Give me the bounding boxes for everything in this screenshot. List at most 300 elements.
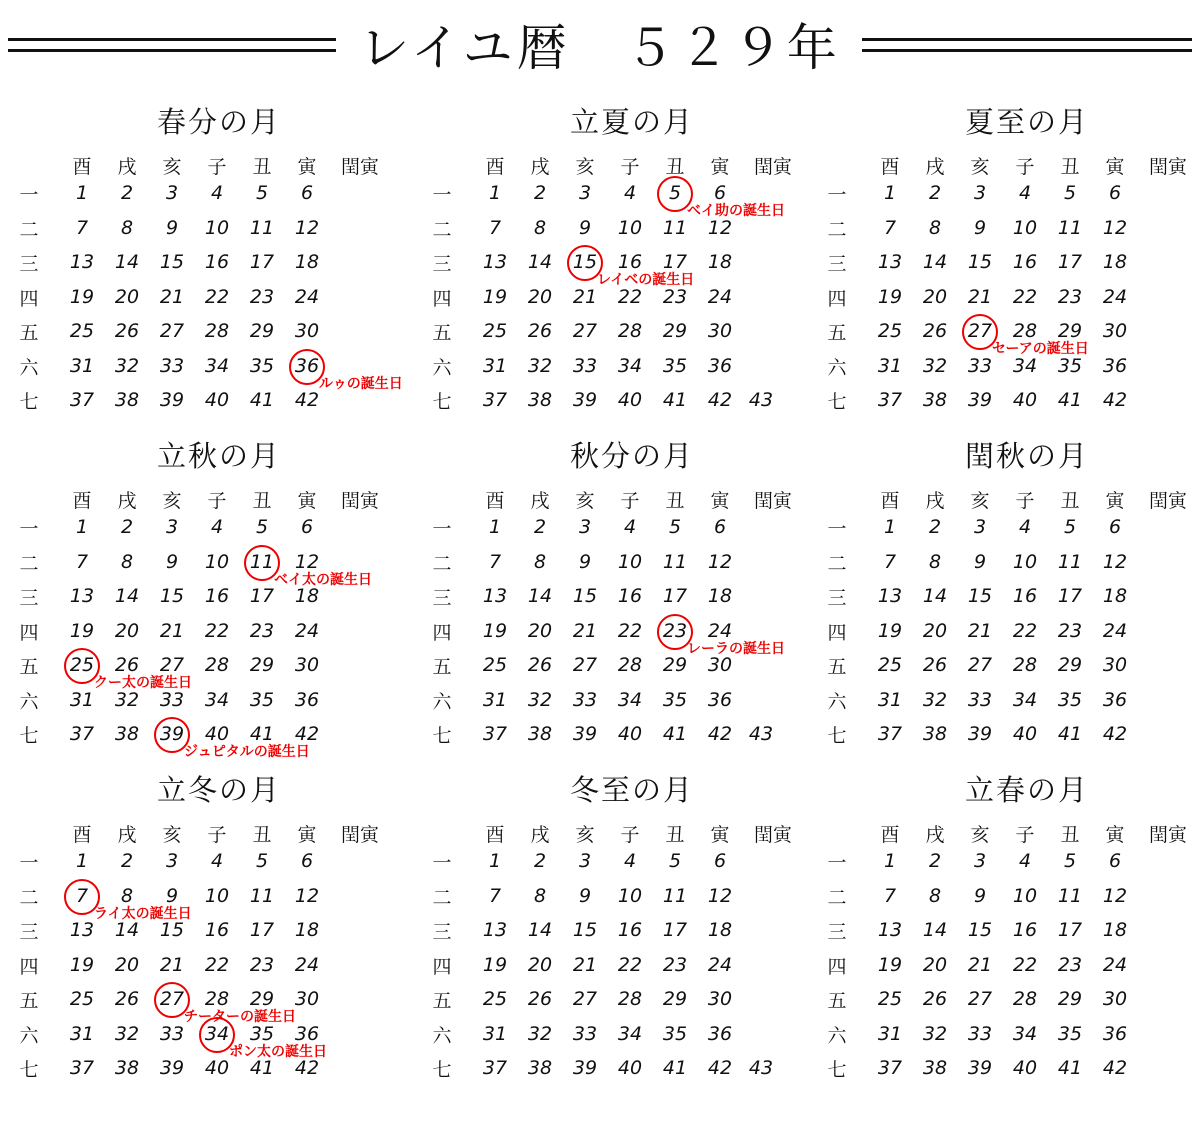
week-label: 六 xyxy=(432,690,452,713)
day-cell: 6 xyxy=(300,850,314,872)
weekday-header: 丑 xyxy=(252,156,272,178)
day-cell: 19 xyxy=(482,285,508,308)
day-cell: 13 xyxy=(877,251,903,273)
day-cell: 27 xyxy=(572,320,598,342)
week-label: 六 xyxy=(432,1024,452,1047)
day-cell: 30 xyxy=(707,654,733,676)
day-cell: 37 xyxy=(69,1057,95,1079)
day-cell: 31 xyxy=(877,354,903,377)
day-cell: 16 xyxy=(204,585,230,607)
day-cell: 29 xyxy=(1057,654,1083,676)
day-cell: 41 xyxy=(249,1057,275,1079)
day-cell: 11 xyxy=(662,216,688,239)
day-cell: 41 xyxy=(662,1057,688,1079)
week-label: 二 xyxy=(19,552,39,575)
weekday-header: 寅 xyxy=(297,490,317,512)
week-label: 六 xyxy=(827,690,847,713)
weekday-header: 寅 xyxy=(297,824,317,846)
day-cell: 1 xyxy=(883,516,897,538)
week-label: 六 xyxy=(19,690,39,713)
day-cell: 9 xyxy=(973,216,987,239)
weekday-header: 戌 xyxy=(530,156,550,178)
calendar-title: レイユ暦 ５２９年 xyxy=(359,19,841,77)
day-cell: 14 xyxy=(922,251,948,273)
day-cell: 10 xyxy=(1012,216,1038,239)
day-cell: 15 xyxy=(159,251,185,273)
day-cell: 32 xyxy=(922,688,948,711)
day-cell: 35 xyxy=(662,1022,688,1045)
day-cell: 27 xyxy=(572,654,598,676)
day-cell: 8 xyxy=(120,884,134,907)
day-cell: 41 xyxy=(1057,1057,1083,1079)
day-cell: 21 xyxy=(967,285,993,308)
day-cell: 36 xyxy=(294,1022,320,1045)
day-cell: 31 xyxy=(482,354,508,377)
day-cell: 22 xyxy=(617,285,643,308)
day-cell: 40 xyxy=(1012,389,1038,411)
day-cell: 6 xyxy=(1108,516,1122,538)
weekday-header: 閏寅 xyxy=(340,490,379,512)
day-cell: 27 xyxy=(967,654,993,676)
day-cell: 3 xyxy=(165,182,179,204)
weekday-header: 戌 xyxy=(925,156,945,178)
day-cell: 2 xyxy=(120,516,134,538)
day-cell: 41 xyxy=(249,389,275,411)
day-cell: 2 xyxy=(533,850,547,872)
day-cell: 28 xyxy=(617,320,643,342)
month-block xyxy=(427,100,807,430)
day-cell: 11 xyxy=(249,550,275,573)
day-cell: 2 xyxy=(533,182,547,204)
day-cell: 10 xyxy=(204,216,230,239)
week-label: 五 xyxy=(19,656,39,678)
day-cell: 38 xyxy=(114,389,140,411)
day-cell: 18 xyxy=(707,585,733,607)
weekday-header: 子 xyxy=(620,490,640,512)
day-cell: 3 xyxy=(165,516,179,538)
day-cell: 7 xyxy=(75,216,89,239)
day-cell: 33 xyxy=(572,1022,598,1045)
day-cell: 19 xyxy=(482,953,508,976)
day-cell: 39 xyxy=(572,723,598,745)
day-cell: 16 xyxy=(204,251,230,273)
week-label: 五 xyxy=(432,322,452,344)
calendar-header xyxy=(0,0,1200,90)
day-cell: 20 xyxy=(922,285,948,308)
day-cell: 27 xyxy=(159,320,185,342)
week-label: 三 xyxy=(432,587,452,609)
day-cell: 26 xyxy=(922,988,948,1010)
week-label: 七 xyxy=(19,1059,39,1081)
day-cell: 10 xyxy=(617,550,643,573)
day-cell: 26 xyxy=(114,320,140,342)
birthday-label: ポン太の誕生日 xyxy=(229,1043,327,1060)
day-cell: 16 xyxy=(1012,919,1038,941)
day-cell: 20 xyxy=(114,285,140,308)
day-cell: 21 xyxy=(572,619,598,642)
day-cell: 35 xyxy=(249,1022,275,1045)
weekday-header: 丑 xyxy=(1060,490,1080,512)
month-block xyxy=(14,100,403,430)
day-cell: 18 xyxy=(1102,585,1128,607)
day-cell: 21 xyxy=(159,953,185,976)
day-cell: 30 xyxy=(1102,988,1128,1010)
day-cell: 10 xyxy=(1012,550,1038,573)
day-cell: 6 xyxy=(1108,850,1122,872)
day-cell: 10 xyxy=(1012,884,1038,907)
day-cell: 25 xyxy=(877,988,903,1010)
month-title: 冬至の月 xyxy=(569,773,694,807)
day-cell: 22 xyxy=(204,619,230,642)
day-cell: 27 xyxy=(159,654,185,676)
day-cell: 28 xyxy=(1012,654,1038,676)
day-cell: 30 xyxy=(707,320,733,342)
day-cell: 13 xyxy=(69,251,95,273)
day-cell: 17 xyxy=(662,585,688,607)
month-block xyxy=(427,434,807,764)
day-cell: 28 xyxy=(204,988,230,1010)
week-label: 七 xyxy=(19,391,39,413)
day-cell: 23 xyxy=(249,953,275,976)
day-cell: 3 xyxy=(973,182,987,204)
day-cell: 28 xyxy=(617,988,643,1010)
week-label: 三 xyxy=(19,253,39,275)
day-cell: 37 xyxy=(69,389,95,411)
weekday-header: 戌 xyxy=(925,824,945,846)
weekday-header: 閏寅 xyxy=(753,490,792,512)
day-cell: 40 xyxy=(204,1057,230,1079)
day-cell: 26 xyxy=(922,654,948,676)
day-cell: 24 xyxy=(1102,285,1128,308)
day-cell: 32 xyxy=(114,354,140,377)
day-cell: 4 xyxy=(1018,182,1032,204)
day-cell: 34 xyxy=(617,354,643,377)
day-cell: 35 xyxy=(249,354,275,377)
weekday-header: 亥 xyxy=(970,156,990,178)
day-cell: 20 xyxy=(114,953,140,976)
day-cell: 29 xyxy=(249,320,275,342)
day-cell: 22 xyxy=(204,285,230,308)
week-label: 三 xyxy=(827,587,847,609)
weekday-header: 閏寅 xyxy=(340,824,379,846)
month-title: 立冬の月 xyxy=(156,773,281,807)
day-cell: 7 xyxy=(883,216,897,239)
day-cell: 39 xyxy=(572,1057,598,1079)
day-cell: 32 xyxy=(527,354,553,377)
week-label: 七 xyxy=(19,725,39,747)
day-cell: 43 xyxy=(748,1057,774,1079)
day-cell: 28 xyxy=(204,320,230,342)
week-label: 五 xyxy=(827,990,847,1012)
day-cell: 14 xyxy=(527,251,553,273)
day-cell: 13 xyxy=(482,251,508,273)
week-label: 二 xyxy=(432,552,452,575)
day-cell: 3 xyxy=(578,516,592,538)
day-cell: 14 xyxy=(527,585,553,607)
day-cell: 13 xyxy=(482,919,508,941)
weekday-header: 酉 xyxy=(485,490,505,512)
week-label: 三 xyxy=(432,253,452,275)
birthday-label: レイベの誕生日 xyxy=(597,272,695,288)
week-label: 二 xyxy=(19,886,39,909)
day-cell: 39 xyxy=(967,723,993,745)
day-cell: 11 xyxy=(662,550,688,573)
day-cell: 12 xyxy=(707,216,733,239)
day-cell: 2 xyxy=(120,182,134,204)
day-cell: 9 xyxy=(165,884,179,907)
day-cell: 17 xyxy=(249,585,275,607)
day-cell: 34 xyxy=(1012,354,1038,377)
day-cell: 42 xyxy=(1102,1057,1128,1079)
day-cell: 5 xyxy=(668,516,682,538)
week-label: 七 xyxy=(432,1059,452,1081)
day-cell: 8 xyxy=(928,216,942,239)
week-label: 五 xyxy=(19,990,39,1012)
day-cell: 38 xyxy=(922,389,948,411)
weekday-header: 酉 xyxy=(485,156,505,178)
day-cell: 29 xyxy=(662,988,688,1010)
day-cell: 3 xyxy=(973,516,987,538)
day-cell: 30 xyxy=(294,988,320,1010)
day-cell: 33 xyxy=(967,1022,993,1045)
day-cell: 25 xyxy=(482,654,508,676)
day-cell: 1 xyxy=(488,850,502,872)
day-cell: 18 xyxy=(1102,251,1128,273)
day-cell: 34 xyxy=(1012,1022,1038,1045)
day-cell: 26 xyxy=(114,654,140,676)
week-label: 七 xyxy=(827,1059,847,1081)
day-cell: 31 xyxy=(482,1022,508,1045)
day-cell: 10 xyxy=(204,884,230,907)
day-cell: 32 xyxy=(527,1022,553,1045)
day-cell: 9 xyxy=(973,884,987,907)
day-cell: 17 xyxy=(662,251,688,273)
day-cell: 32 xyxy=(922,1022,948,1045)
day-cell: 23 xyxy=(662,953,688,976)
day-cell: 12 xyxy=(1102,216,1128,239)
week-label: 四 xyxy=(19,955,39,978)
day-cell: 4 xyxy=(623,182,637,204)
day-cell: 14 xyxy=(114,251,140,273)
day-cell: 8 xyxy=(533,884,547,907)
day-cell: 17 xyxy=(1057,585,1083,607)
day-cell: 5 xyxy=(1063,850,1077,872)
day-cell: 19 xyxy=(877,953,903,976)
day-cell: 7 xyxy=(75,884,89,907)
day-cell: 21 xyxy=(159,285,185,308)
day-cell: 36 xyxy=(1102,1022,1128,1045)
day-cell: 2 xyxy=(928,516,942,538)
day-cell: 25 xyxy=(482,988,508,1010)
day-cell: 23 xyxy=(249,285,275,308)
day-cell: 19 xyxy=(877,619,903,642)
day-cell: 9 xyxy=(578,550,592,573)
weekday-header: 亥 xyxy=(970,490,990,512)
day-cell: 4 xyxy=(623,516,637,538)
month-title: 立秋の月 xyxy=(156,439,281,473)
week-label: 五 xyxy=(827,322,847,344)
day-cell: 42 xyxy=(707,389,733,411)
week-label: 四 xyxy=(827,287,847,310)
day-cell: 35 xyxy=(1057,1022,1083,1045)
weekday-header: 丑 xyxy=(252,490,272,512)
day-cell: 2 xyxy=(120,850,134,872)
day-cell: 6 xyxy=(713,182,727,204)
day-cell: 19 xyxy=(482,619,508,642)
day-cell: 34 xyxy=(1012,688,1038,711)
weekday-header: 丑 xyxy=(665,490,685,512)
day-cell: 39 xyxy=(967,389,993,411)
day-cell: 21 xyxy=(967,953,993,976)
day-cell: 27 xyxy=(967,988,993,1010)
weekday-header: 子 xyxy=(1015,824,1035,846)
day-cell: 43 xyxy=(748,723,774,745)
day-cell: 16 xyxy=(1012,251,1038,273)
weekday-header: 亥 xyxy=(162,490,182,512)
day-cell: 42 xyxy=(707,1057,733,1079)
day-cell: 5 xyxy=(255,850,269,872)
day-cell: 32 xyxy=(922,354,948,377)
day-cell: 8 xyxy=(533,216,547,239)
day-cell: 16 xyxy=(204,919,230,941)
day-cell: 12 xyxy=(707,550,733,573)
day-cell: 31 xyxy=(69,1022,95,1045)
day-cell: 29 xyxy=(1057,320,1083,342)
day-cell: 5 xyxy=(255,182,269,204)
day-cell: 15 xyxy=(572,585,598,607)
month-block xyxy=(822,434,1200,764)
weekday-header: 戌 xyxy=(117,156,137,178)
day-cell: 14 xyxy=(114,585,140,607)
day-cell: 25 xyxy=(482,320,508,342)
day-cell: 11 xyxy=(1057,884,1083,907)
day-cell: 42 xyxy=(707,723,733,745)
day-cell: 39 xyxy=(159,389,185,411)
day-cell: 24 xyxy=(294,953,320,976)
day-cell: 4 xyxy=(1018,516,1032,538)
month-title: 春分の月 xyxy=(156,105,281,139)
day-cell: 40 xyxy=(1012,723,1038,745)
day-cell: 29 xyxy=(1057,988,1083,1010)
day-cell: 36 xyxy=(1102,354,1128,377)
day-cell: 20 xyxy=(527,619,553,642)
day-cell: 17 xyxy=(249,251,275,273)
day-cell: 39 xyxy=(159,723,185,745)
weekday-header: 閏寅 xyxy=(753,824,792,846)
day-cell: 8 xyxy=(928,884,942,907)
day-cell: 27 xyxy=(967,320,993,342)
day-cell: 1 xyxy=(883,850,897,872)
month-title: 立夏の月 xyxy=(569,105,694,139)
day-cell: 15 xyxy=(967,585,993,607)
day-cell: 5 xyxy=(668,182,682,204)
day-cell: 18 xyxy=(707,919,733,941)
day-cell: 23 xyxy=(1057,285,1083,308)
day-cell: 22 xyxy=(1012,285,1038,308)
week-label: 七 xyxy=(827,725,847,747)
day-cell: 16 xyxy=(617,251,643,273)
title-rule-right xyxy=(862,38,1192,52)
week-label: 一 xyxy=(827,852,847,874)
day-cell: 33 xyxy=(159,688,185,711)
day-cell: 30 xyxy=(294,320,320,342)
day-cell: 3 xyxy=(165,850,179,872)
day-cell: 32 xyxy=(114,688,140,711)
day-cell: 38 xyxy=(114,1057,140,1079)
day-cell: 32 xyxy=(527,688,553,711)
title-rule-left xyxy=(8,38,336,52)
day-cell: 20 xyxy=(527,285,553,308)
week-label: 四 xyxy=(19,287,39,310)
day-cell: 22 xyxy=(617,953,643,976)
day-cell: 3 xyxy=(578,850,592,872)
day-cell: 15 xyxy=(159,919,185,941)
day-cell: 24 xyxy=(1102,619,1128,642)
day-cell: 29 xyxy=(662,654,688,676)
day-cell: 17 xyxy=(1057,919,1083,941)
day-cell: 36 xyxy=(294,354,320,377)
day-cell: 42 xyxy=(294,723,320,745)
weekday-header: 丑 xyxy=(252,824,272,846)
day-cell: 30 xyxy=(707,988,733,1010)
day-cell: 9 xyxy=(578,884,592,907)
day-cell: 10 xyxy=(617,216,643,239)
week-label: 三 xyxy=(19,921,39,943)
day-cell: 37 xyxy=(877,1057,903,1079)
weekday-header: 戌 xyxy=(117,824,137,846)
day-cell: 18 xyxy=(294,919,320,941)
day-cell: 7 xyxy=(883,550,897,573)
day-cell: 38 xyxy=(922,723,948,745)
day-cell: 33 xyxy=(572,688,598,711)
day-cell: 36 xyxy=(1102,688,1128,711)
day-cell: 37 xyxy=(877,389,903,411)
day-cell: 38 xyxy=(527,723,553,745)
day-cell: 36 xyxy=(707,1022,733,1045)
weekday-header: 亥 xyxy=(575,490,595,512)
birthday-label: セーアの誕生日 xyxy=(992,341,1089,357)
day-cell: 8 xyxy=(928,550,942,573)
day-cell: 30 xyxy=(1102,320,1128,342)
day-cell: 33 xyxy=(967,354,993,377)
day-cell: 6 xyxy=(300,182,314,204)
weekday-header: 酉 xyxy=(72,824,92,846)
day-cell: 1 xyxy=(883,182,897,204)
weekday-header: 酉 xyxy=(880,156,900,178)
day-cell: 35 xyxy=(1057,354,1083,377)
weekday-header: 子 xyxy=(207,156,227,178)
weekday-header: 酉 xyxy=(72,490,92,512)
day-cell: 17 xyxy=(249,919,275,941)
day-cell: 36 xyxy=(294,688,320,711)
week-label: 四 xyxy=(827,621,847,644)
day-cell: 29 xyxy=(249,654,275,676)
day-cell: 19 xyxy=(877,285,903,308)
week-label: 一 xyxy=(19,852,39,874)
weekday-header: 戌 xyxy=(530,824,550,846)
day-cell: 24 xyxy=(707,285,733,308)
day-cell: 5 xyxy=(255,516,269,538)
day-cell: 10 xyxy=(617,884,643,907)
weekday-header: 閏寅 xyxy=(1148,156,1187,178)
weekday-header: 寅 xyxy=(1105,824,1125,846)
day-cell: 12 xyxy=(707,884,733,907)
day-cell: 22 xyxy=(1012,619,1038,642)
weekday-header: 子 xyxy=(620,156,640,178)
day-cell: 33 xyxy=(967,688,993,711)
week-label: 二 xyxy=(827,552,847,575)
day-cell: 8 xyxy=(120,216,134,239)
